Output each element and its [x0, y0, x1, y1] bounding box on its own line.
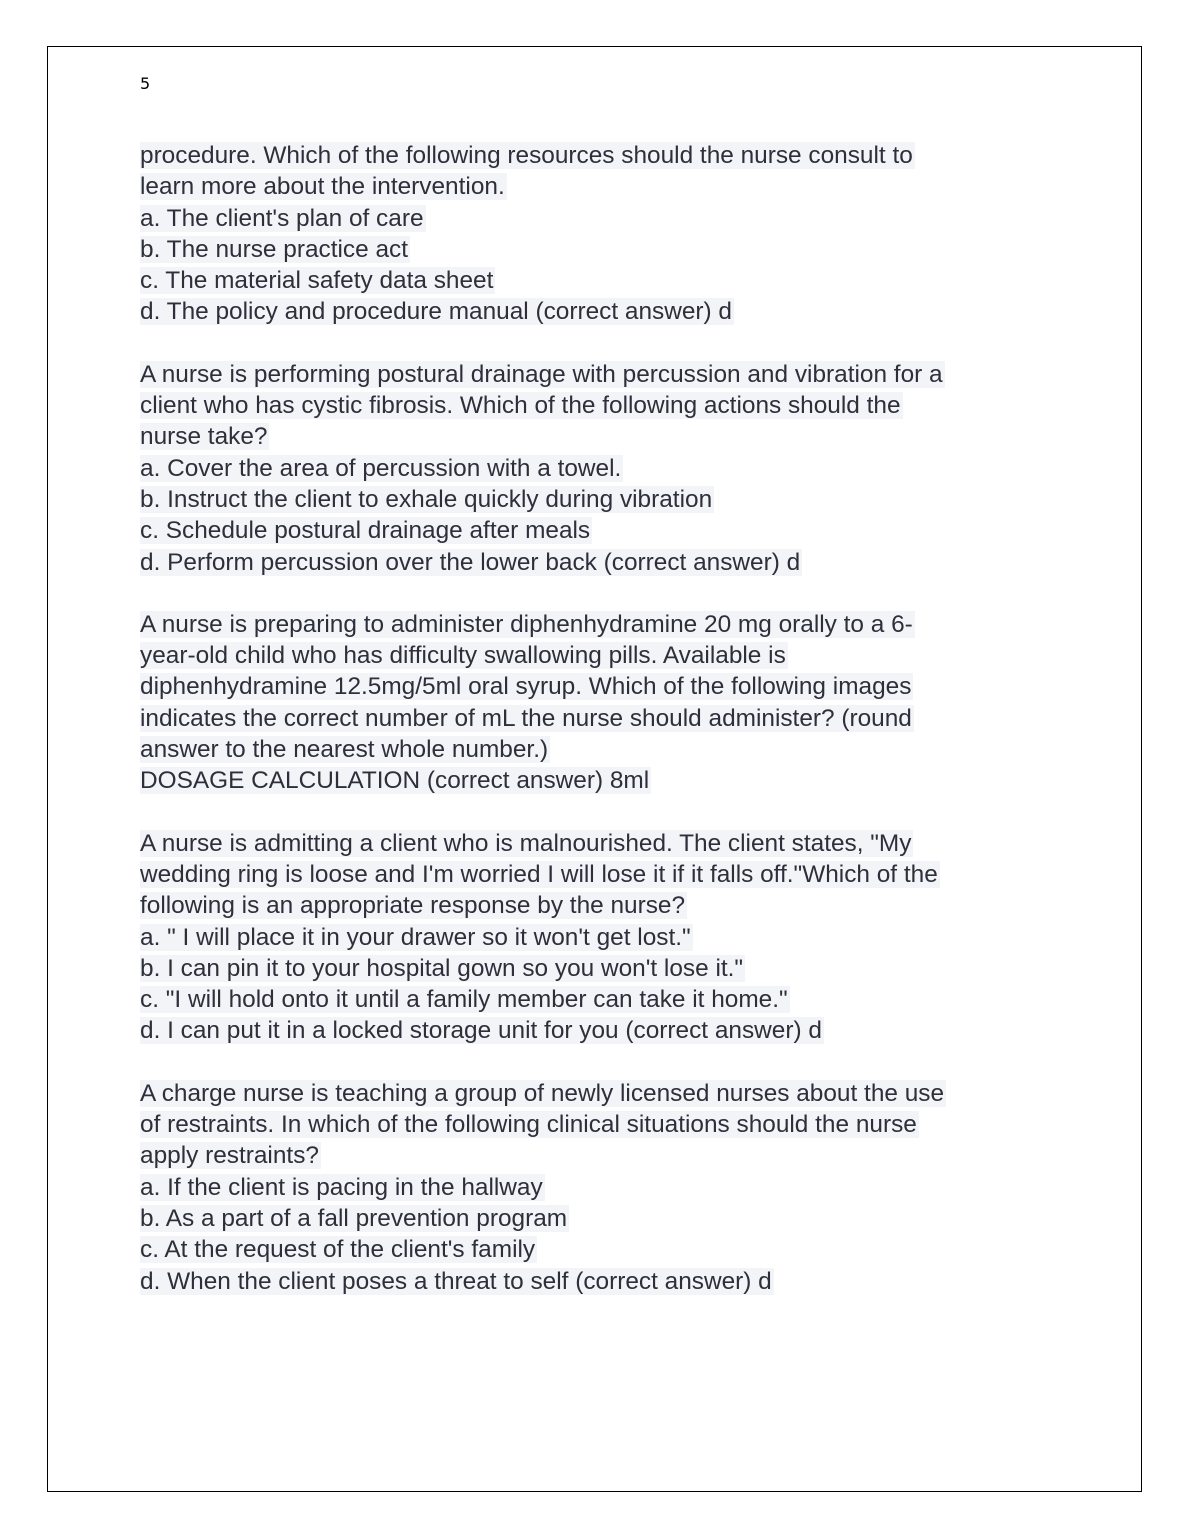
answer-option: a. Cover the area of percussion with a towel. [140, 454, 622, 482]
answer-option: c. At the request of the client's family [140, 1236, 536, 1264]
answer-option: b. I can pin it to your hospital gown so you won't lose it." [140, 954, 744, 982]
question-text: diphenhydramine 12.5mg/5ml oral syrup. Which of the following images [140, 673, 912, 701]
question-text: year-old child who has difficulty swallowing pills. Available is [140, 642, 786, 670]
answer-option: a. The client's plan of care [140, 204, 424, 232]
question-text: answer to the nearest whole number.) [140, 736, 549, 764]
question-text: of restraints. In which of the following clinical situations should the nurse [140, 1111, 917, 1139]
question-block [140, 609, 1080, 797]
block-gap [140, 797, 1080, 828]
answer-option: a. If the client is pacing in the hallway [140, 1173, 543, 1201]
question-block [140, 359, 1080, 578]
answer-option-correct: d. The policy and procedure manual (correct answer) d [140, 298, 732, 326]
question-text: nurse take? [140, 423, 268, 451]
answer-option: a. " I will place it in your drawer so it won't get lost." [140, 923, 691, 951]
answer-option: b. As a part of a fall prevention program [140, 1204, 568, 1232]
answer-option: c. The material safety data sheet [140, 267, 494, 295]
answer-option: c. Schedule postural drainage after meals [140, 517, 591, 545]
block-gap [140, 1047, 1080, 1078]
text-line: procedure. Which of the following resources should the nurse consult to [140, 142, 913, 169]
question-text: apply restraints? [140, 1142, 319, 1170]
question-block [140, 140, 1080, 328]
answer-option: c. "I will hold onto it until a family member can take it home." [140, 986, 788, 1014]
document-content [140, 140, 1080, 1297]
question-block [140, 1078, 1080, 1297]
question-text: A nurse is admitting a client who is malnourished. The client states, "My [140, 829, 912, 857]
question-text: A nurse is performing postural drainage with percussion and vibration for a [140, 360, 943, 388]
question-text: client who has cystic fibrosis. Which of the following actions should the [140, 392, 901, 420]
question-text: A charge nurse is teaching a group of newly licensed nurses about the use [140, 1079, 945, 1107]
block-gap [140, 328, 1080, 359]
question-text: wedding ring is loose and I'm worried I will lose it if it falls off."Which of the [140, 860, 938, 888]
answer-option: b. The nurse practice act [140, 235, 408, 263]
question-text: following is an appropriate response by the nurse? [140, 892, 686, 920]
question-block [140, 828, 1080, 1047]
block-gap [140, 578, 1080, 609]
text-line: learn more about the intervention. [140, 173, 505, 201]
question-text: A nurse is preparing to administer diphenhydramine 20 mg orally to a 6- [140, 610, 913, 638]
answer-option-correct: DOSAGE CALCULATION (correct answer) 8ml [140, 767, 650, 795]
answer-option-correct: d. Perform percussion over the lower back (correct answer) d [140, 548, 801, 576]
answer-option-correct: d. When the client poses a threat to self (correct answer) d [140, 1267, 772, 1295]
question-text: indicates the correct number of mL the nurse should administer? (round [140, 704, 912, 732]
page-number: 5 [140, 74, 151, 93]
answer-option-correct: d. I can put it in a locked storage unit for you (correct answer) d [140, 1017, 822, 1045]
answer-option: b. Instruct the client to exhale quickly during vibration [140, 485, 713, 513]
